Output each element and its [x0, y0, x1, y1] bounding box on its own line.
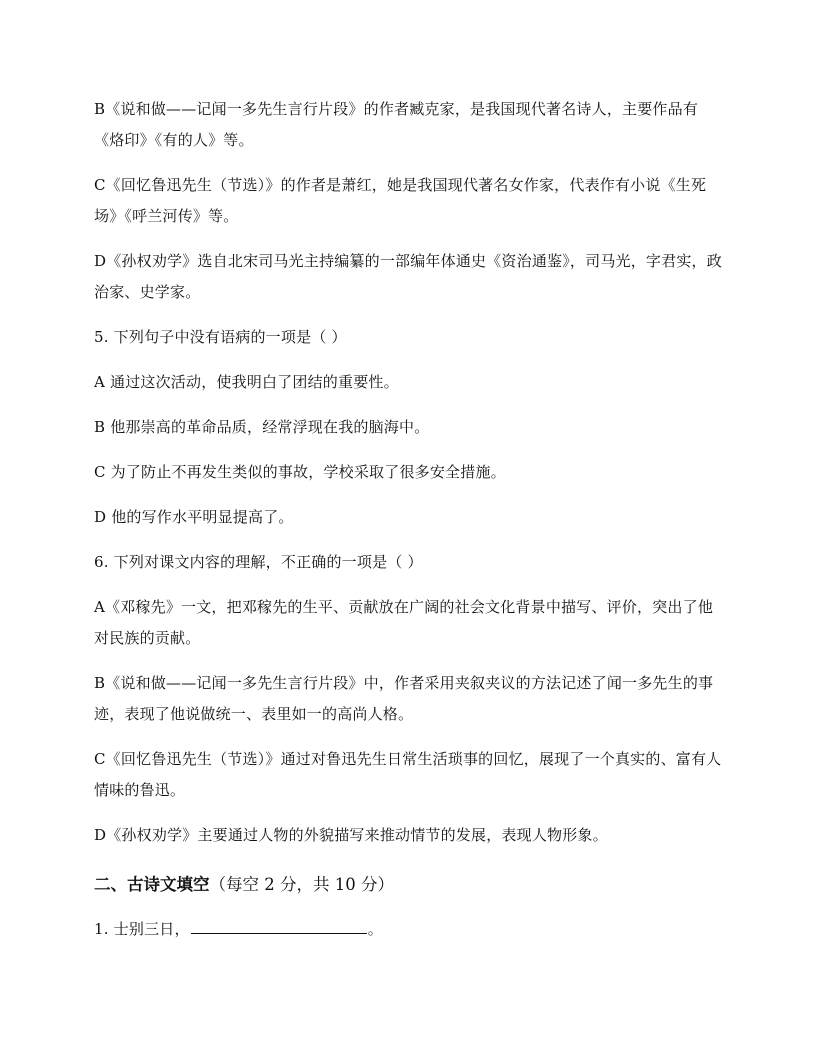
q6-option-c: C《回忆鲁迅先生（节选）》通过对鲁迅先生日常生活琐事的回忆，展现了一个真实的、富有人情味的鲁迅。 [94, 750, 722, 799]
q5-stem: 5. 下列句子中没有语病的一项是（ ） [94, 328, 347, 346]
section-title: 二、古诗文填空 [94, 875, 210, 894]
fill-item-1 [94, 914, 724, 945]
q4-option-b: B《说和做——记闻一多先生言行片段》的作者臧克家，是我国现代著名诗人，主要作品有《烙印》《有的人》等。 [94, 100, 699, 149]
fill-item-1-suffix: 。 [367, 920, 383, 938]
q6-option-b: B《说和做——记闻一多先生言行片段》中，作者采用夹叙夹议的方法记述了闻一多先生的事迹，表现了他说做统一、表里如一的高尚人格。 [94, 674, 714, 723]
q5-option-c: C 为了防止不再发生类似的事故，学校采取了很多安全措施。 [94, 463, 506, 481]
document-page [94, 94, 724, 959]
q5-option-b: B 他那崇高的革命品质，经常浮现在我的脑海中。 [94, 418, 430, 436]
q6-option-d: D《孙权劝学》主要通过人物的外貌描写来推动情节的发展，表现人物形象。 [94, 826, 608, 844]
fill-blank[interactable] [191, 915, 367, 934]
section-heading [94, 869, 724, 900]
fill-item-1-prefix: 1. 士别三日， [94, 920, 190, 938]
q6-option-a: A《邓稼先》一文，把邓稼先的生平、贡献放在广阔的社会文化背景中描写、评价，突出了他对民族的贡献。 [94, 598, 714, 647]
q5-option-a: A 通过这次活动，使我明白了团结的重要性。 [94, 373, 399, 391]
q4-option-c: C《回忆鲁迅先生（节选）》的作者是萧红，她是我国现代著名女作家，代表作有小说《生死场》《呼兰河传》等。 [94, 176, 707, 225]
q6-stem: 6. 下列对课文内容的理解，不正确的一项是（ ） [94, 553, 423, 571]
q4-option-d: D《孙权劝学》选自北宋司马光主持编纂的一部编年体通史《资治通鉴》，司马光，字君实，政治家、史学家。 [94, 252, 722, 301]
section-note: （每空 2 分，共 10 分） [209, 875, 394, 894]
q5-option-d: D 他的写作水平明显提高了。 [94, 508, 294, 526]
